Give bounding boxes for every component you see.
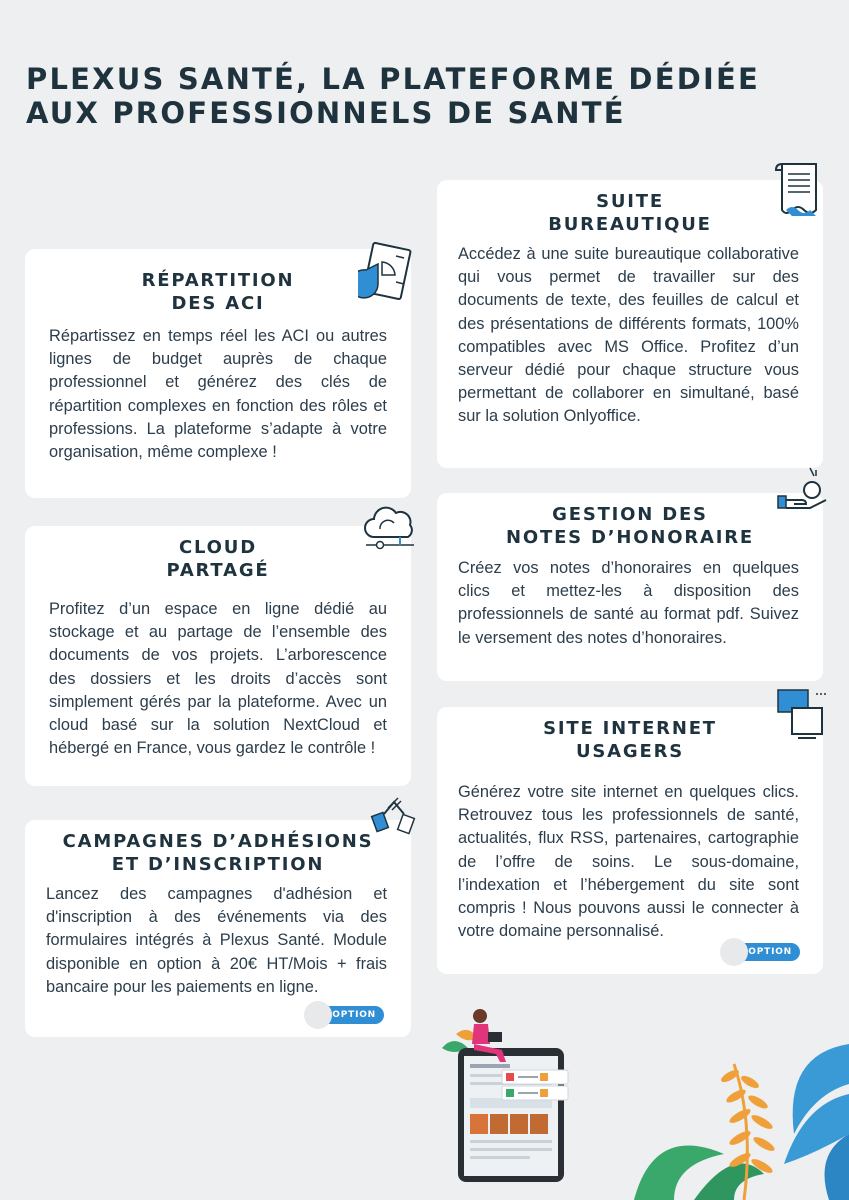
option-badge-knob	[720, 938, 748, 966]
card-site-title	[461, 717, 799, 763]
card-repartition-title	[49, 269, 387, 315]
card-site-text: Générez votre site internet en quelques clics. Retrouvez tous les professionnels de santé, actualités, flux RSS, partenaires, cartographie de l’offre de soins. Le sous-domaine, l’indexation et l’hébergement du site sont compris ! Nous pouvons aussi le connecter à votre domaine personnalisé.	[458, 783, 799, 941]
computer-screens-icon	[774, 686, 830, 744]
option-badge-knob	[304, 1001, 332, 1029]
option-badge-campagnes	[306, 1006, 384, 1024]
card-campagnes-title-line-1: CAMPAGNES D’ADHÉSIONS	[62, 831, 374, 852]
card-cloud-title	[49, 536, 387, 582]
card-campagnes	[25, 820, 411, 1037]
card-site-title-line-1: SITE INTERNET	[543, 718, 717, 739]
option-badge-site	[722, 943, 800, 961]
handshake-icon	[368, 792, 418, 838]
card-repartition-title-line-1: RÉPARTITION	[141, 270, 295, 291]
document-scroll-icon	[772, 158, 828, 222]
card-notes-text: Créez vos notes d’honoraires en quelques clics et mettez-les à disposition des professionnels de santé au format pdf. Suivez le versement des notes d’honoraires.	[458, 559, 799, 647]
card-suite-title-line-2: BUREAUTIQUE	[548, 214, 712, 235]
card-site-title-line-2: USAGERS	[575, 741, 684, 762]
option-badge-label: OPTION	[332, 1010, 376, 1020]
green-leaf	[694, 1164, 764, 1200]
card-suite-title-line-1: SUITE	[596, 191, 664, 212]
card-notes-title-line-2: NOTES D’HONORAIRE	[506, 527, 754, 548]
card-cloud-title-line-2: PARTAGÉ	[166, 560, 270, 581]
pie-chart-document-icon	[358, 242, 414, 302]
card-notes-title-line-1: GESTION DES	[552, 504, 708, 525]
card-notes	[437, 493, 823, 681]
card-suite-title	[461, 190, 799, 236]
card-repartition	[25, 249, 411, 498]
card-repartition-text: Répartissez en temps réel les ACI ou autres lignes de budget auprès de chaque professionnel et générez des clés de répartition complexes en fonction des rôles et professions. La plateforme s’adapte à votre organisation, même complexe !	[49, 327, 387, 462]
person-body	[472, 1024, 490, 1044]
card-suite-text: Accédez à une suite bureautique collaborative qui vous permet de travailler sur des documents de texte, des feuilles de calcul et des présentations de différents formats, 100% compatibles avec MS Office. Profitez d’un serveur dédié pour chaque structure vous permettant de collaborer en simultané, basé sur la solution Onlyoffice.	[458, 245, 799, 426]
card-campagnes-title	[49, 830, 387, 876]
laptop	[488, 1032, 502, 1042]
cloud-icon	[362, 503, 418, 555]
person-head	[473, 1009, 487, 1023]
card-campagnes-title-line-2: ET D’INSCRIPTION	[111, 854, 325, 875]
card-notes-title	[461, 503, 799, 549]
page-title-line-2: AUX PROFESSIONNELS DE SANTÉ	[26, 96, 626, 130]
person-on-tablet-with-plants-illustration	[434, 1004, 849, 1200]
card-suite	[437, 180, 823, 468]
card-campagnes-text: Lancez des campagnes d'adhésion et d'inscription à des événements via des formulaires intégrés à Plexus Santé. Module disponible en option à 20€ HT/Mois + frais bancaire pour les paiements en ligne.	[46, 885, 387, 996]
option-badge-label: OPTION	[748, 947, 792, 957]
card-site	[437, 707, 823, 974]
card-cloud-title-line-1: CLOUD	[179, 537, 257, 558]
page-title-line-1: PLEXUS SANTÉ, LA PLATEFORME DÉDIÉE	[26, 62, 760, 96]
card-cloud	[25, 526, 411, 786]
page-title	[26, 62, 836, 130]
card-cloud-text: Profitez d’un espace en ligne dédié au stockage et au partage de l’ensemble des documents de vos projets. L’arborescence des dossiers et les droits d’accès sont simplement gérés par la plateforme. Avec un cloud basé sur la solution NextCloud et hébergé en France, vous gardez le contrôle !	[49, 600, 387, 758]
hand-coin-icon	[774, 462, 830, 520]
card-repartition-title-line-2: DES ACI	[171, 293, 265, 314]
